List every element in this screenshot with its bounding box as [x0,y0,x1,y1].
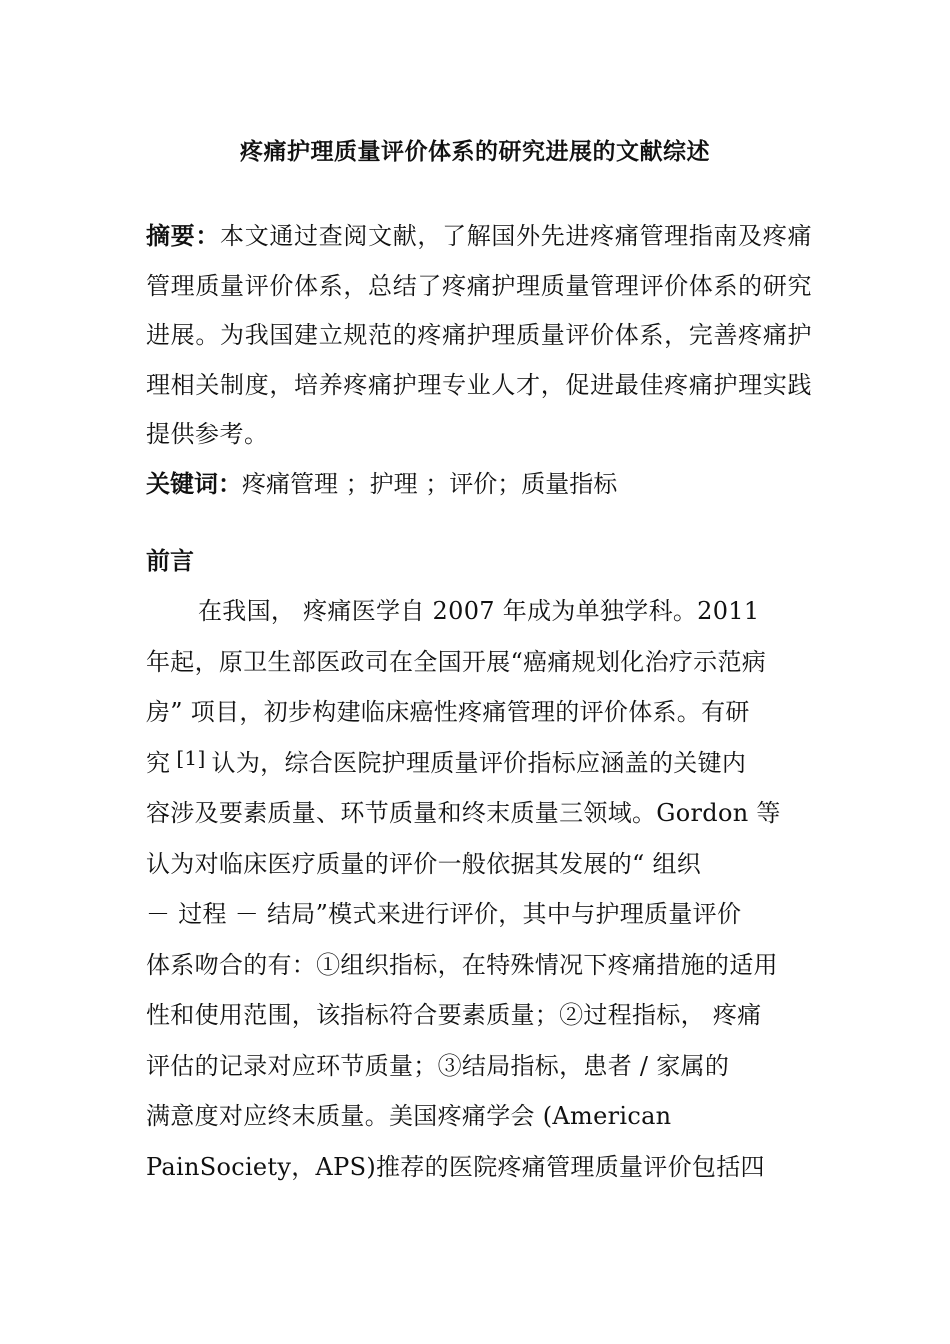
body-line: － 过程 － 结局”模式来进行评价，其中与护理质量评价 [146,900,742,928]
document-title: 疼痛护理质量评价体系的研究进展的文献综述 [240,139,710,165]
citation-marker: [1] [176,745,206,770]
body-line: 满意度对应终末质量。美国疼痛学会 (American [146,1102,672,1130]
body-line: 年起，原卫生部医政司在全国开展“癌痛规划化治疗示范病 [146,647,767,676]
body-line: 性和使用范围，该指标符合要素质量；②过程指标， 疼痛 [146,1001,762,1029]
body-line: 究 [1] 认为，综合医院护理质量评价指标应涵盖的关键内 [146,745,747,777]
body-line: PainSociety，APS)推荐的医院疼痛管理质量评价包括四 [146,1152,765,1181]
abstract-text: 本文通过查阅文献，了解国外先进疼痛管理指南及疼痛管理质量评价体系，总结了疼痛护理质量管理评价体系的研究进展。为我国建立规范的疼痛护理质量评价体系，完善疼痛护理相关制度，培养疼痛护理专业人才，促进最佳疼痛护理实践提供参考。 [146,222,813,448]
abstract-label: 摘要： [146,222,221,250]
keywords-line [146,460,826,509]
body-line: 在我国， 疼痛医学自 2007 年成为单独学科。2011 [198,597,760,625]
abstract-paragraph [146,212,812,460]
body-line: 容涉及要素质量、环节质量和终末质量三领域。Gordon 等 [146,799,781,827]
body-line: 评估的记录对应环节质量；③结局指标，患者 / 家属的 [146,1051,730,1080]
keywords-label: 关键词： [146,470,242,498]
body-line: 房” 项目，初步构建临床癌性疼痛管理的评价体系。有研 [146,698,750,726]
keywords-text: 疼痛管理 ；护理 ；评价；质量指标 [242,470,618,498]
section-heading: 前言 [146,547,194,575]
body-line: 体系吻合的有：①组织指标，在特殊情况下疼痛措施的适用 [146,950,778,979]
body-paragraph [146,586,812,1192]
body-line: 认为对临床医疗质量的评价一般依据其发展的“ 组织 [146,849,702,878]
